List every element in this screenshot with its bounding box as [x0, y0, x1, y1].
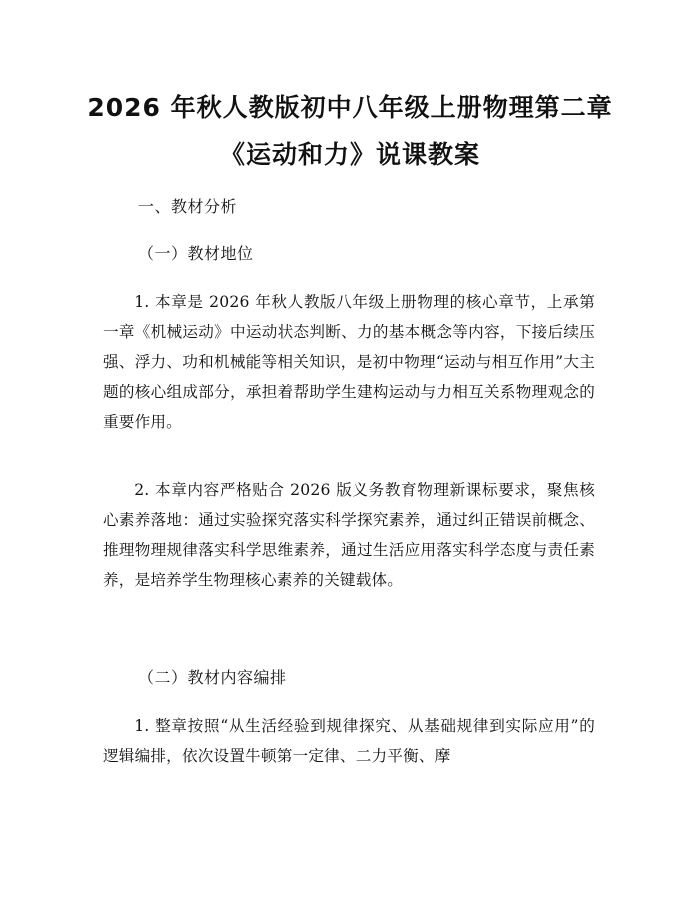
paragraph-chapter-arrangement: 1. 整章按照“从生活经验到规律探究、从基础规律到实际应用”的逻辑编排，依次设置牛顿第一定律、二力平衡、摩	[103, 717, 595, 765]
subsection-heading-textbook-status: （一）教材地位	[138, 244, 254, 263]
section-heading-textbook-analysis: 一、教材分析	[138, 197, 238, 216]
subsection-heading-content-arrangement: （二）教材内容编排	[138, 668, 287, 687]
paragraph-curriculum-standards: 2. 本章内容严格贴合 2026 版义务教育物理新课标要求，聚焦核心素养落地：通过实验探究落实科学探究素养，通过纠正错误前概念、推理物理规律落实科学思维素养，通过生活应用落实科学态度与责任素养，是培养学生物理核心素养的关键载体。	[103, 481, 595, 589]
document-title-line-2: 《运动和力》说课教案	[219, 140, 480, 169]
paragraph-chapter-position: 1. 本章是 2026 年秋人教版八年级上册物理的核心章节，上承第一章《机械运动》中运动状态判断、力的基本概念等内容，下接后续压强、浮力、功和机械能等相关知识，是初中物理“运动与相互作用”大主题的核心组成部分，承担着帮助学生建构运动与力相互关系物理观念的重要作用。	[103, 293, 595, 431]
document-title-line-1: 2026 年秋人教版初中八年级上册物理第二章	[87, 93, 613, 122]
